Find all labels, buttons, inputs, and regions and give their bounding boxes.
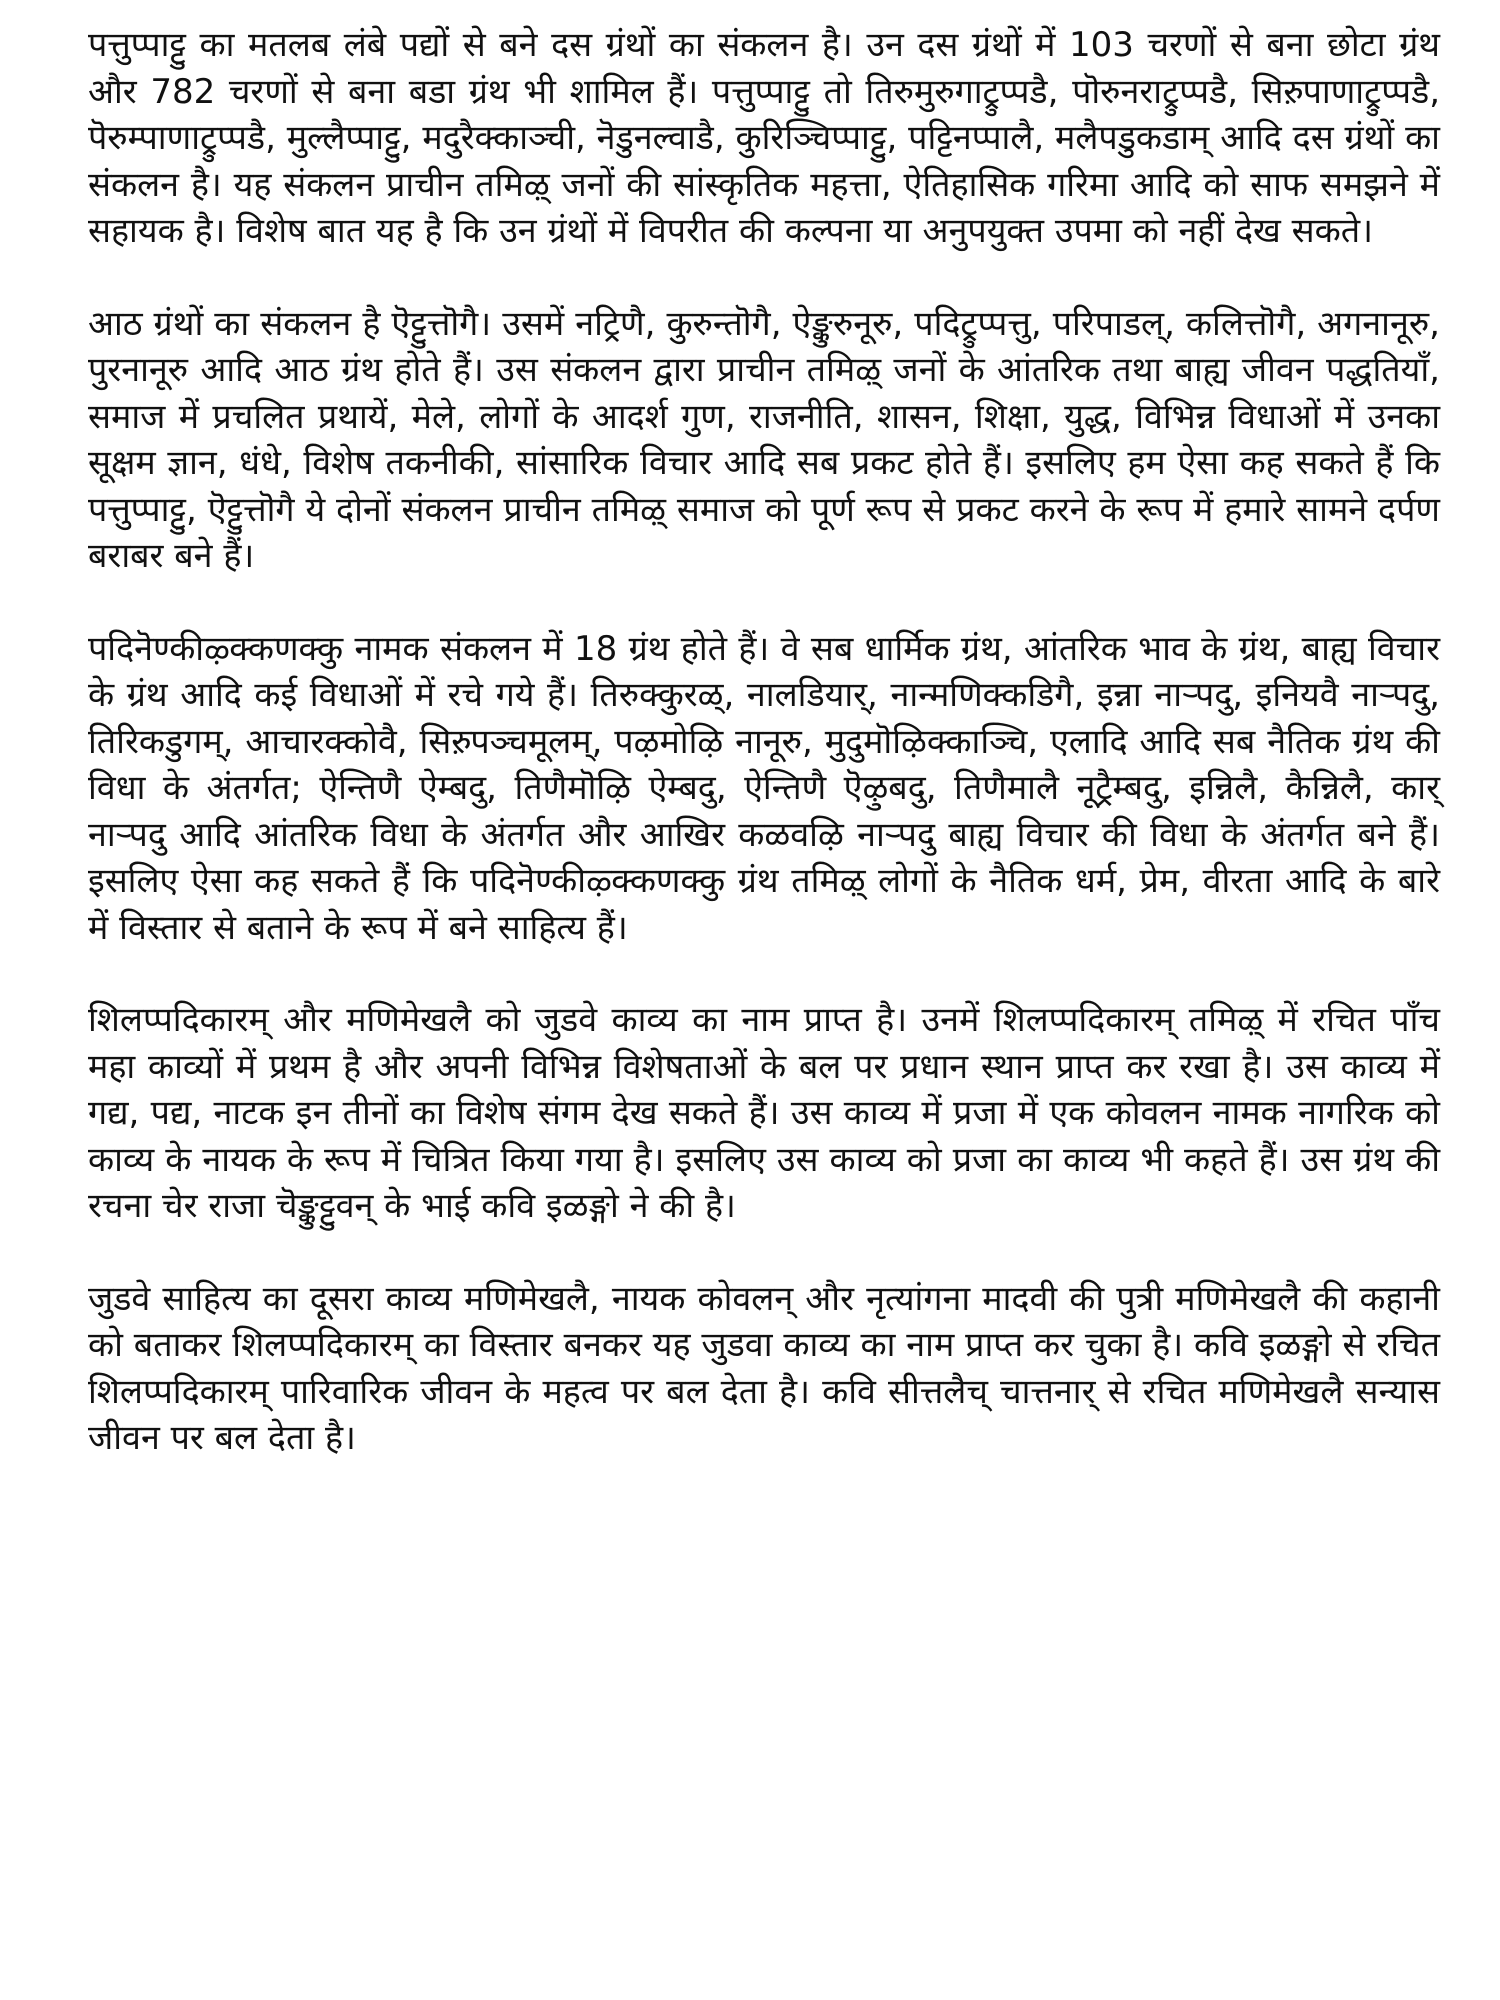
- document-page: [88, 22, 1440, 1508]
- paragraph-pattuppattu: पत्तुप्पाट्टु का मतलब लंबे पद्यों से बने दस ग्रंथों का संकलन है। उन दस ग्रंथों में 103 चरणों से बना छोटा ग्रंथ और 782 चरणों से बना बडा ग्रंथ भी शामिल हैं। पत्तुप्पाट्टु तो तिरुमुरुगाट्रुप्पडै, पॊरुनराट्रुप्पडै, सिऱुपाणाट्रुप्पडै, पॆरुम्पाणाट्रुप्पडै, मुल्लैप्पाट्टु, मदुरैक्काञ्ची, नॆडुनल्वाडै, कुरिञ्चिप्पाट्टु, पट्टिनप्पालै, मलैपडुकडाम् आदि दस ग्रंथों का संकलन है। यह संकलन प्राचीन तमिऴ् जनों की सांस्कृतिक महत्ता, ऐतिहासिक गरिमा आदि को साफ समझने में सहायक है। विशेष बात यह है कि उन ग्रंथों में विपरीत की कल्पना या अनुपयुक्त उपमा को नहीं देख सकते।: [88, 25, 1440, 251]
- paragraph-ettuttogai: आठ ग्रंथों का संकलन है ऎट्टुत्तॊगै। उसमें नट्रिणै, कुरुन्तॊगै, ऐङ्कुरुनूरु, पदिट्रुप्पत्तु, परिपाडल्, कलित्तॊगै, अगनानूरु, पुरनानूरु आदि आठ ग्रंथ होते हैं। उस संकलन द्वारा प्राचीन तमिऴ् जनों के आंतरिक तथा बाह्य जीवन पद्धतियाँ, समाज में प्रचलित प्रथायें, मेले, लोगों के आदर्श गुण, राजनीति, शासन, शिक्षा, युद्ध, विभिन्न विधाओं में उनका सूक्षम ज्ञान, धंधे, विशेष तकनीकी, सांसारिक विचार आदि सब प्रकट होते हैं। इसलिए हम ऐसा कह सकते हैं कि पत्तुप्पाट्टु, ऎट्टुत्तॊगै ये दोनों संकलन प्राचीन तमिऴ् समाज को पूर्ण रूप से प्रकट करने के रूप में हमारे सामने दर्पण बराबर बने हैं।: [88, 303, 1440, 576]
- paragraph-silappadikaram: शिलप्पदिकारम् और मणिमेखलै को जुडवे काव्य का नाम प्राप्त है। उनमें शिलप्पदिकारम् तमिऴ् में रचित पाँच महा काव्यों में प्रथम है और अपनी विभिन्न विशेषताओं के बल पर प्रधान स्थान प्राप्त कर रखा है। उस काव्य में गद्य, पद्य, नाटक इन तीनों का विशेष संगम देख सकते हैं। उस काव्य में प्रजा में एक कोवलन नामक नागरिक को काव्य के नायक के रूप में चित्रित किया गया है। इसलिए उस काव्य को प्रजा का काव्य भी कहते हैं। उस ग्रंथ की रचना चेर राजा चॆङ्कुट्टुवन् के भाई कवि इळङ्गो ने की है।: [88, 1000, 1440, 1226]
- paragraph-padinenkilkanakku: पदिनॆण्कीऴ्क्कणक्कु नामक संकलन में 18 ग्रंथ होते हैं। वे सब धार्मिक ग्रंथ, आंतरिक भाव के ग्रंथ, बाह्य विचार के ग्रंथ आदि कई विधाओं में रचे गये हैं। तिरुक्कुरळ्, नालडियार्, नान्मणिक्कडिगै, इन्ना नाऱ्पदु, इनियवै नाऱ्पदु, तिरिकडुगम्, आचारक्कोवै, सिऱुपञ्चमूलम्, पऴमोऴि नानूरु, मुदुमॊऴिक्काञ्चि, एलादि आदि सब नैतिक ग्रंथ की विधा के अंतर्गत; ऐन्तिणै ऐम्बदु, तिणैमॊऴि ऐम्बदु, ऐन्तिणै ऎऴुबदु, तिणैमालै नूट्रैम्बदु, इन्निलै, कैन्निलै, कार् नाऱ्पदु आदि आंतरिक विधा के अंतर्गत और आखिर कळवऴि नाऱ्पदु बाह्य विचार की विधा के अंतर्गत बने हैं। इसलिए ऐसा कह सकते हैं कि पदिनॆण्कीऴ्क्कणक्कु ग्रंथ तमिऴ् लोगों के नैतिक धर्म, प्रेम, वीरता आदि के बारे में विस्तार से बताने के रूप में बने साहित्य हैं।: [88, 628, 1440, 948]
- paragraph-manimekalai: जुडवे साहित्य का दूसरा काव्य मणिमेखलै, नायक कोवलन् और नृत्यांगना मादवी की पुत्री मणिमेखलै की कहानी को बताकर शिलप्पदिकारम् का विस्तार बनकर यह जुडवा काव्य का नाम प्राप्त कर चुका है। कवि इळङ्गो से रचित शिलप्पदिकारम् पारिवारिक जीवन के महत्व पर बल देता है। कवि सीत्तलैच् चात्तनार् से रचित मणिमेखलै सन्यास जीवन पर बल देता है।: [88, 1278, 1440, 1458]
